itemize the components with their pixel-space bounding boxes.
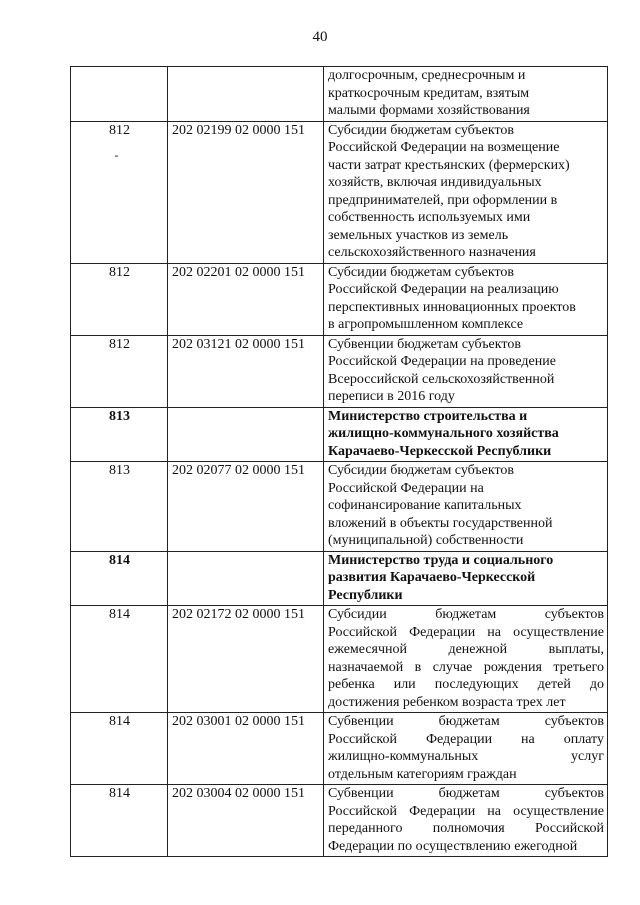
revenue-name-line: Российской Федерации на осуществление — [328, 624, 604, 640]
budget-classification-code: 202 02199 02 0000 151 — [172, 122, 305, 138]
table-row — [71, 785, 608, 857]
revenue-name-line: в агропромышленном комплексе — [328, 317, 524, 332]
revenue-name-line: назначаемой в случае рождения третьего — [328, 659, 604, 675]
admin-code-cell — [71, 263, 168, 335]
table-row — [71, 462, 608, 552]
revenue-name-line: собственность используемых ими — [328, 210, 531, 225]
budget-classification-code-cell — [168, 462, 324, 552]
revenue-name-line: части затрат крестьянских (фермерских) — [328, 157, 570, 173]
admin-code-cell — [71, 713, 168, 785]
revenue-name-line: софинансирование капитальных — [328, 498, 522, 513]
admin-code: 814 — [109, 714, 130, 729]
admin-code-cell — [71, 121, 168, 263]
revenue-name-line: Субвенции бюджетам субъектов — [328, 336, 521, 352]
budget-code-table — [70, 66, 608, 857]
revenue-name-line: переписи в 2016 году — [328, 389, 455, 404]
table-row — [71, 713, 608, 785]
admin-code-cell — [71, 335, 168, 407]
revenue-name-cell — [324, 462, 608, 552]
revenue-name-cell — [324, 121, 608, 263]
table-row — [71, 335, 608, 407]
budget-classification-code: 202 02172 02 0000 151 — [172, 607, 305, 622]
revenue-name-line: перспективных инновационных проектов — [328, 299, 576, 315]
revenue-name-line: (муниципальной) собственности — [328, 533, 524, 548]
budget-classification-code-cell — [168, 121, 324, 263]
budget-classification-code: 202 03001 02 0000 151 — [172, 714, 305, 729]
table-row — [71, 67, 608, 122]
revenue-name-line: краткосрочным кредитам, взятым — [328, 85, 530, 101]
revenue-name-line: Российской Федерации на возмещение — [328, 140, 560, 155]
revenue-name-line: ежемесячной денежной выплаты, — [328, 642, 604, 657]
table-row — [71, 407, 608, 462]
revenue-name-line: Российской Федерации на проведение — [328, 354, 556, 369]
admin-code-cell — [71, 407, 168, 462]
revenue-name-cell — [324, 67, 608, 122]
admin-code-cell — [71, 606, 168, 713]
revenue-name-line: Республики — [328, 587, 403, 603]
revenue-name-cell — [324, 606, 608, 713]
revenue-name-line: Российской Федерации на реализацию — [328, 282, 559, 297]
revenue-name-cell — [324, 785, 608, 857]
revenue-name-line: долгосрочным, среднесрочным и — [328, 68, 526, 83]
revenue-name-line: Субвенции бюджетам субъектов — [328, 714, 604, 729]
budget-classification-code-cell — [168, 263, 324, 335]
admin-code: 814 — [109, 786, 130, 801]
budget-classification-code-cell — [168, 67, 324, 122]
revenue-name-cell — [324, 263, 608, 335]
budget-classification-code-cell — [168, 335, 324, 407]
table-row — [71, 551, 608, 606]
budget-classification-code: 202 02201 02 0000 151 — [172, 264, 305, 280]
revenue-name-cell — [324, 551, 608, 606]
revenue-name-line: малыми формами хозяйствования — [328, 103, 530, 118]
budget-classification-code-cell — [168, 551, 324, 606]
revenue-name-line: Субсидии бюджетам субъектов — [328, 607, 604, 622]
margin-dash-mark: - — [114, 148, 119, 162]
revenue-name-cell — [324, 713, 608, 785]
admin-code: 813 — [109, 408, 130, 424]
table-body — [71, 67, 608, 857]
admin-code: 814 — [109, 552, 130, 568]
revenue-name-line: Субсидии бюджетам субъектов — [328, 463, 515, 478]
admin-code: 812 — [109, 264, 130, 280]
admin-code-cell — [71, 551, 168, 606]
revenue-name-line: Всероссийской сельскохозяйственной — [328, 371, 555, 387]
revenue-name-line: Российской Федерации на — [328, 480, 484, 496]
admin-code: 814 — [109, 607, 130, 622]
revenue-name-line: Министерство труда и социального — [328, 552, 554, 568]
revenue-name-line: Федерации по осуществлению ежегодной — [328, 838, 578, 854]
revenue-name-line: переданного полномочия Российской — [328, 821, 604, 836]
admin-code: 812 — [109, 122, 130, 138]
admin-code: 813 — [109, 463, 130, 478]
budget-classification-code-cell — [168, 713, 324, 785]
revenue-name-line: Субвенции бюджетам субъектов — [328, 786, 604, 801]
admin-code-cell — [71, 67, 168, 122]
budget-classification-code: 202 03121 02 0000 151 — [172, 336, 305, 352]
revenue-name-line: Карачаево-Черкесской Республики — [328, 443, 552, 459]
revenue-name-line: сельскохозяйственного назначения — [328, 245, 536, 260]
revenue-name-line: Министерство строительства и — [328, 408, 528, 424]
revenue-name-line: отдельным категориям граждан — [328, 766, 517, 782]
revenue-name-line: развития Карачаево-Черкесской — [328, 570, 536, 585]
budget-classification-code: 202 02077 02 0000 151 — [172, 463, 305, 478]
revenue-name-line: достижения ребенком возраста трех лет — [328, 694, 566, 710]
revenue-name-line: вложений в объекты государственной — [328, 515, 553, 531]
admin-code: 812 — [109, 336, 130, 352]
budget-classification-code-cell — [168, 407, 324, 462]
revenue-name-line: земельных участков из земель — [328, 227, 509, 243]
revenue-name-line: жилищно-коммунального хозяйства — [328, 426, 559, 441]
revenue-name-line: хозяйств, включая индивидуальных — [328, 175, 542, 190]
page-number: 40 — [312, 29, 328, 45]
revenue-name-line: Российской Федерации на оплату — [328, 731, 604, 747]
table-row — [71, 121, 608, 263]
budget-classification-code-cell — [168, 785, 324, 857]
budget-classification-code: 202 03004 02 0000 151 — [172, 786, 305, 801]
revenue-name-line: ребенка или последующих детей до — [328, 677, 604, 692]
revenue-name-cell — [324, 335, 608, 407]
budget-classification-code-cell — [168, 606, 324, 713]
table-row — [71, 606, 608, 713]
admin-code-cell — [71, 462, 168, 552]
revenue-name-line: Российской Федерации на осуществление — [328, 803, 604, 819]
admin-code-cell — [71, 785, 168, 857]
revenue-name-line: Субсидии бюджетам субъектов — [328, 122, 515, 138]
table-row — [71, 263, 608, 335]
revenue-name-cell — [324, 407, 608, 462]
revenue-name-line: предпринимателей, при оформлении в — [328, 192, 558, 208]
revenue-name-line: жилищно-коммунальных услуг — [328, 749, 604, 764]
revenue-name-line: Субсидии бюджетам субъектов — [328, 264, 515, 280]
